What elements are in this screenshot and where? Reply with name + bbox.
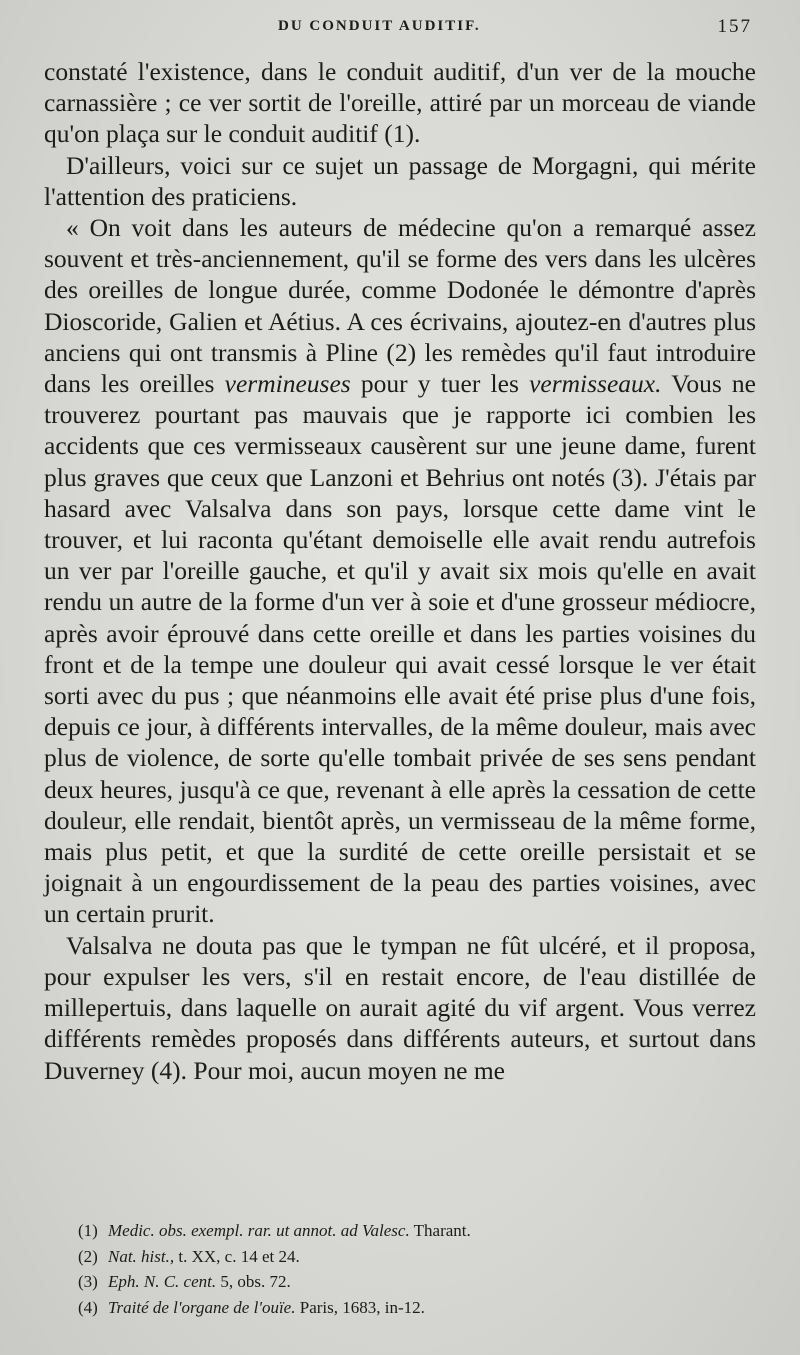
page-number: 157 bbox=[717, 16, 752, 37]
paragraph-quote bbox=[44, 212, 756, 930]
footnote-citation: Nat. hist., bbox=[108, 1246, 175, 1266]
italic-term: vermineuses bbox=[224, 369, 351, 399]
footnote bbox=[78, 1244, 758, 1270]
footnote-number: (4) bbox=[78, 1297, 98, 1317]
paragraph: D'ailleurs, voici sur ce sujet un passage de Morgagni, qui mérite l'attention des praticiens. bbox=[44, 150, 756, 211]
footnote-citation: Traité de l'organe de l'ouïe. bbox=[108, 1297, 296, 1317]
running-header bbox=[0, 18, 800, 42]
footnote-number: (3) bbox=[78, 1272, 98, 1291]
body-text bbox=[44, 56, 756, 1086]
footnote-text: Tharant. bbox=[409, 1221, 471, 1240]
italic-term: vermisseaux. bbox=[529, 369, 662, 399]
footnote-text: 5, obs. 72. bbox=[216, 1272, 291, 1291]
footnote bbox=[78, 1295, 758, 1321]
paragraph: Valsalva ne douta pas que le tympan ne fût ulcéré, et il proposa, pour expulser les vers, s'il en restait encore, de l'eau distillée de millepertuis, dans laquelle on aurait agité du vif argent. Vous verrez différents remèdes proposés dans différents auteurs, et surtout dans Duverney (4). Pour moi, aucun moyen ne me bbox=[44, 930, 756, 1085]
paragraph-text: « On voit dans les auteurs de médecine qu'on a remarqué assez souvent et très-anciennement, qu'il se forme des vers dans les ulcères des oreilles de longue durée, comme Dodonée le démontre d'après Dioscoride, Galien et Aétius. A ces écrivains, ajoutez-en d'autres plus anciens qui ont transmis à Pline (2) les remèdes qu'il faut introduire dans les oreilles bbox=[44, 213, 756, 399]
footnote-number: (2) bbox=[78, 1246, 98, 1266]
footnote-citation: Eph. N. C. cent. bbox=[108, 1272, 217, 1291]
paragraph: constaté l'existence, dans le conduit auditif, d'un ver de la mouche carnassière ; ce ver sortit de l'oreille, attiré par un morceau de viande qu'on plaça sur le conduit auditif (1). bbox=[44, 57, 756, 149]
footnote-text: Paris, 1683, in-12. bbox=[295, 1297, 425, 1317]
footnote-citation: Medic. obs. exempl. rar. ut annot. ad Valesc. bbox=[108, 1221, 410, 1240]
running-title: DU CONDUIT AUDITIF. bbox=[278, 18, 481, 34]
footnote bbox=[78, 1269, 758, 1295]
footnote-text: t. XX, c. 14 et 24. bbox=[174, 1246, 300, 1266]
footnote bbox=[78, 1218, 758, 1244]
paragraph-text: pour y tuer les bbox=[350, 369, 530, 399]
footnotes bbox=[78, 1218, 758, 1320]
footnote-number: (1) bbox=[78, 1221, 98, 1240]
paragraph-text: Vous ne trouverez pourtant pas mauvais que je rapporte ici combien les accidents que ces vermisseaux causèrent sur une jeune dame, furent plus graves que ceux que Lanzoni et Behrius ont notés (3). J'étais par hasard avec Valsalva dans son pays, lorsque cette dame vint le trouver, et lui raconta qu'étant demoiselle elle avait rendu autrefois un ver par l'oreille gauche, et qu'il y avait six mois qu'elle en avait rendu un autre de la forme d'un ver à soie et d'une grosseur médiocre, après avoir éprouvé dans cette oreille et dans les parties voisines du front et de la tempe une douleur qui avait cessé lorsque le ver était sorti avec du pus ; que néanmoins elle avait été prise plus d'une fois, depuis ce jour, à différents intervalles, de la même douleur, mais avec plus de violence, de sorte qu'elle tombait privée de ses sens pendant deux heures, jusqu'à ce que, revenant à elle après la cessation de cette douleur, elle rendait, bientôt après, un vermisseau de la même forme, mais plus petit, et que la surdité de cette oreille persistait et se joignait à un engourdissement de la peau des parties voisines, avec un certain prurit. bbox=[44, 369, 756, 929]
